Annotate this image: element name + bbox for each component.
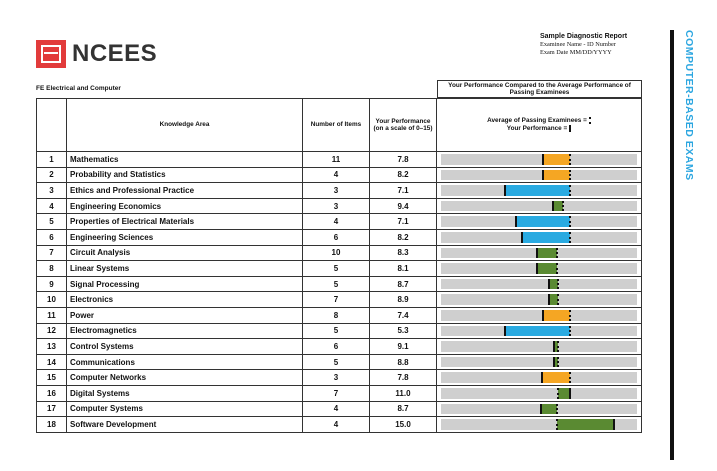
- table-row: [37, 261, 642, 277]
- number-of-items: 11: [303, 152, 370, 168]
- bar-background: [441, 388, 637, 399]
- average-passing-marker: [569, 372, 571, 383]
- bar-background: [441, 294, 637, 305]
- performance-bar-cell: [437, 214, 642, 230]
- row-number: 13: [37, 339, 67, 355]
- num-header: [37, 99, 67, 152]
- average-passing-marker: [569, 185, 571, 196]
- number-of-items: 3: [303, 183, 370, 199]
- table-row: [37, 385, 642, 401]
- average-passing-marker: [557, 341, 559, 352]
- your-performance-marker: [569, 388, 571, 399]
- ncees-logo: [36, 40, 157, 68]
- performance-bar: [557, 419, 615, 430]
- table-row: [37, 229, 642, 245]
- row-number: 6: [37, 229, 67, 245]
- your-performance: 7.8: [370, 370, 437, 386]
- average-passing-marker: [556, 263, 558, 274]
- row-number: 16: [37, 385, 67, 401]
- row-number: 2: [37, 167, 67, 183]
- performance-bar-cell: [437, 339, 642, 355]
- performance-bar-cell: [437, 323, 642, 339]
- area-header: Knowledge Area: [67, 99, 303, 152]
- your-performance-marker: [542, 310, 544, 321]
- average-passing-marker: [569, 154, 571, 165]
- number-of-items: 5: [303, 323, 370, 339]
- your-performance-marker: [541, 372, 543, 383]
- knowledge-area: Control Systems: [67, 339, 303, 355]
- row-number: 11: [37, 307, 67, 323]
- your-performance-marker: [553, 357, 555, 368]
- your-performance: 7.4: [370, 307, 437, 323]
- your-performance: 8.7: [370, 276, 437, 292]
- your-performance: 8.3: [370, 245, 437, 261]
- row-number: 10: [37, 292, 67, 308]
- performance-bar-cell: [437, 385, 642, 401]
- performance-bar: [505, 185, 569, 196]
- bar-background: [441, 170, 637, 181]
- number-of-items: 4: [303, 417, 370, 433]
- your-performance: 7.1: [370, 183, 437, 199]
- row-number: 18: [37, 417, 67, 433]
- your-performance: 7.8: [370, 152, 437, 168]
- your-performance-marker: [504, 185, 506, 196]
- you-legend-marker-icon: [569, 125, 571, 132]
- knowledge-area: Engineering Economics: [67, 198, 303, 214]
- average-passing-marker: [557, 388, 559, 399]
- knowledge-area: Engineering Sciences: [67, 229, 303, 245]
- row-number: 12: [37, 323, 67, 339]
- performance-bar-cell: [437, 245, 642, 261]
- your-performance-marker: [515, 216, 517, 227]
- table-row: [37, 214, 642, 230]
- bar-background: [441, 341, 637, 352]
- table-row: [37, 292, 642, 308]
- your-performance-marker: [548, 279, 550, 290]
- knowledge-area: Computer Systems: [67, 401, 303, 417]
- performance-bar-cell: [437, 370, 642, 386]
- number-of-items: 5: [303, 354, 370, 370]
- performance-bar: [537, 248, 557, 259]
- your-performance: 7.1: [370, 214, 437, 230]
- row-number: 3: [37, 183, 67, 199]
- number-of-items: 7: [303, 385, 370, 401]
- number-of-items: 8: [303, 307, 370, 323]
- performance-bar-cell: [437, 198, 642, 214]
- your-performance: 15.0: [370, 417, 437, 433]
- performance-bar: [541, 404, 557, 415]
- knowledge-area: Circuit Analysis: [67, 245, 303, 261]
- average-passing-marker: [562, 201, 564, 212]
- knowledge-area: Probability and Statistics: [67, 167, 303, 183]
- your-performance: 8.2: [370, 167, 437, 183]
- knowledge-area: Ethics and Professional Practice: [67, 183, 303, 199]
- number-of-items: 4: [303, 214, 370, 230]
- your-performance-marker: [521, 232, 523, 243]
- number-of-items: 4: [303, 167, 370, 183]
- ncees-logo-icon: [36, 40, 66, 68]
- average-passing-marker: [569, 216, 571, 227]
- legend-you-label: Your Performance =: [506, 125, 568, 133]
- side-rule: [670, 30, 674, 460]
- your-performance-marker: [542, 154, 544, 165]
- your-performance-marker: [536, 263, 538, 274]
- row-number: 8: [37, 261, 67, 277]
- average-passing-marker: [556, 248, 558, 259]
- average-passing-marker: [556, 419, 558, 430]
- row-number: 4: [37, 198, 67, 214]
- exam-name: FE Electrical and Computer: [36, 85, 121, 92]
- table-row: [37, 276, 642, 292]
- logo-text: NCEES: [72, 40, 158, 67]
- performance-bar-cell: [437, 183, 642, 199]
- average-passing-marker: [569, 326, 571, 337]
- knowledge-area: Power: [67, 307, 303, 323]
- your-performance-marker: [504, 326, 506, 337]
- table-row: [37, 245, 642, 261]
- performance-bar: [516, 216, 570, 227]
- report-info: [540, 33, 627, 57]
- number-of-items: 6: [303, 229, 370, 245]
- items-header: Number of Items: [303, 99, 370, 152]
- average-passing-marker: [569, 310, 571, 321]
- performance-bar-cell: [437, 354, 642, 370]
- diagnostic-table: [36, 98, 642, 433]
- exam-date-line: Exam Date MM/DD/YYYY: [540, 49, 612, 56]
- average-passing-marker: [557, 279, 559, 290]
- table-row: [37, 152, 642, 168]
- performance-bar-cell: [437, 276, 642, 292]
- your-performance: 5.3: [370, 323, 437, 339]
- table-header-row: [37, 99, 642, 152]
- report-title: Sample Diagnostic Report: [540, 33, 628, 40]
- average-passing-marker: [569, 232, 571, 243]
- performance-bar: [543, 154, 569, 165]
- knowledge-area: Computer Networks: [67, 370, 303, 386]
- avg-legend-marker-icon: [589, 117, 591, 124]
- knowledge-area: Electronics: [67, 292, 303, 308]
- row-number: 1: [37, 152, 67, 168]
- your-performance: 8.2: [370, 229, 437, 245]
- your-performance-marker: [542, 170, 544, 181]
- your-performance-marker: [548, 294, 550, 305]
- knowledge-area: Mathematics: [67, 152, 303, 168]
- number-of-items: 6: [303, 339, 370, 355]
- bar-background: [441, 357, 637, 368]
- row-number: 17: [37, 401, 67, 417]
- score-header: Your Performance (on a scale of 0–15): [370, 99, 437, 152]
- row-number: 14: [37, 354, 67, 370]
- knowledge-area: Linear Systems: [67, 261, 303, 277]
- table-row: [37, 370, 642, 386]
- performance-bar: [522, 232, 569, 243]
- your-performance: 8.7: [370, 401, 437, 417]
- compare-header: Your Performance Compared to the Average Performance of Passing Examinees: [437, 80, 642, 98]
- number-of-items: 4: [303, 401, 370, 417]
- performance-bar: [543, 310, 569, 321]
- performance-bar-cell: [437, 152, 642, 168]
- row-number: 5: [37, 214, 67, 230]
- table-row: [37, 417, 642, 433]
- performance-bar-cell: [437, 167, 642, 183]
- number-of-items: 3: [303, 198, 370, 214]
- performance-bar-cell: [437, 229, 642, 245]
- legend-avg-label: Average of Passing Examinees =: [487, 117, 587, 125]
- table-row: [37, 183, 642, 199]
- average-passing-marker: [569, 170, 571, 181]
- your-performance-marker: [540, 404, 542, 415]
- table-row: [37, 167, 642, 183]
- knowledge-area: Software Development: [67, 417, 303, 433]
- bar-background: [441, 372, 637, 383]
- average-passing-marker: [556, 404, 558, 415]
- your-performance: 9.1: [370, 339, 437, 355]
- your-performance: 8.9: [370, 292, 437, 308]
- your-performance: 8.1: [370, 261, 437, 277]
- knowledge-area: Signal Processing: [67, 276, 303, 292]
- number-of-items: 3: [303, 370, 370, 386]
- number-of-items: 10: [303, 245, 370, 261]
- your-performance-marker: [536, 248, 538, 259]
- table-row: [37, 323, 642, 339]
- your-performance-marker: [613, 419, 615, 430]
- knowledge-area: Digital Systems: [67, 385, 303, 401]
- your-performance-marker: [552, 201, 554, 212]
- performance-bar: [505, 326, 569, 337]
- performance-legend-header: [437, 99, 642, 152]
- your-performance-marker: [553, 341, 555, 352]
- number-of-items: 5: [303, 261, 370, 277]
- row-number: 7: [37, 245, 67, 261]
- average-passing-marker: [557, 357, 559, 368]
- bar-background: [441, 201, 637, 212]
- side-label: COMPUTER-BASED EXAMS: [683, 30, 695, 181]
- table-row: [37, 401, 642, 417]
- table-row: [37, 354, 642, 370]
- bar-background: [441, 154, 637, 165]
- knowledge-area: Communications: [67, 354, 303, 370]
- knowledge-area: Properties of Electrical Materials: [67, 214, 303, 230]
- performance-bar: [543, 170, 569, 181]
- performance-bar-cell: [437, 401, 642, 417]
- your-performance: 9.4: [370, 198, 437, 214]
- performance-bar-cell: [437, 261, 642, 277]
- performance-bar-cell: [437, 307, 642, 323]
- bar-background: [441, 310, 637, 321]
- table-row: [37, 307, 642, 323]
- performance-bar: [542, 372, 570, 383]
- performance-bar: [537, 263, 557, 274]
- examinee-line: Examinee Name - ID Number: [540, 41, 616, 48]
- average-passing-marker: [557, 294, 559, 305]
- table-row: [37, 339, 642, 355]
- your-performance: 11.0: [370, 385, 437, 401]
- number-of-items: 7: [303, 292, 370, 308]
- knowledge-area: Electromagnetics: [67, 323, 303, 339]
- row-number: 15: [37, 370, 67, 386]
- row-number: 9: [37, 276, 67, 292]
- performance-bar-cell: [437, 417, 642, 433]
- your-performance: 8.8: [370, 354, 437, 370]
- number-of-items: 5: [303, 276, 370, 292]
- bar-background: [441, 279, 637, 290]
- table-row: [37, 198, 642, 214]
- performance-bar-cell: [437, 292, 642, 308]
